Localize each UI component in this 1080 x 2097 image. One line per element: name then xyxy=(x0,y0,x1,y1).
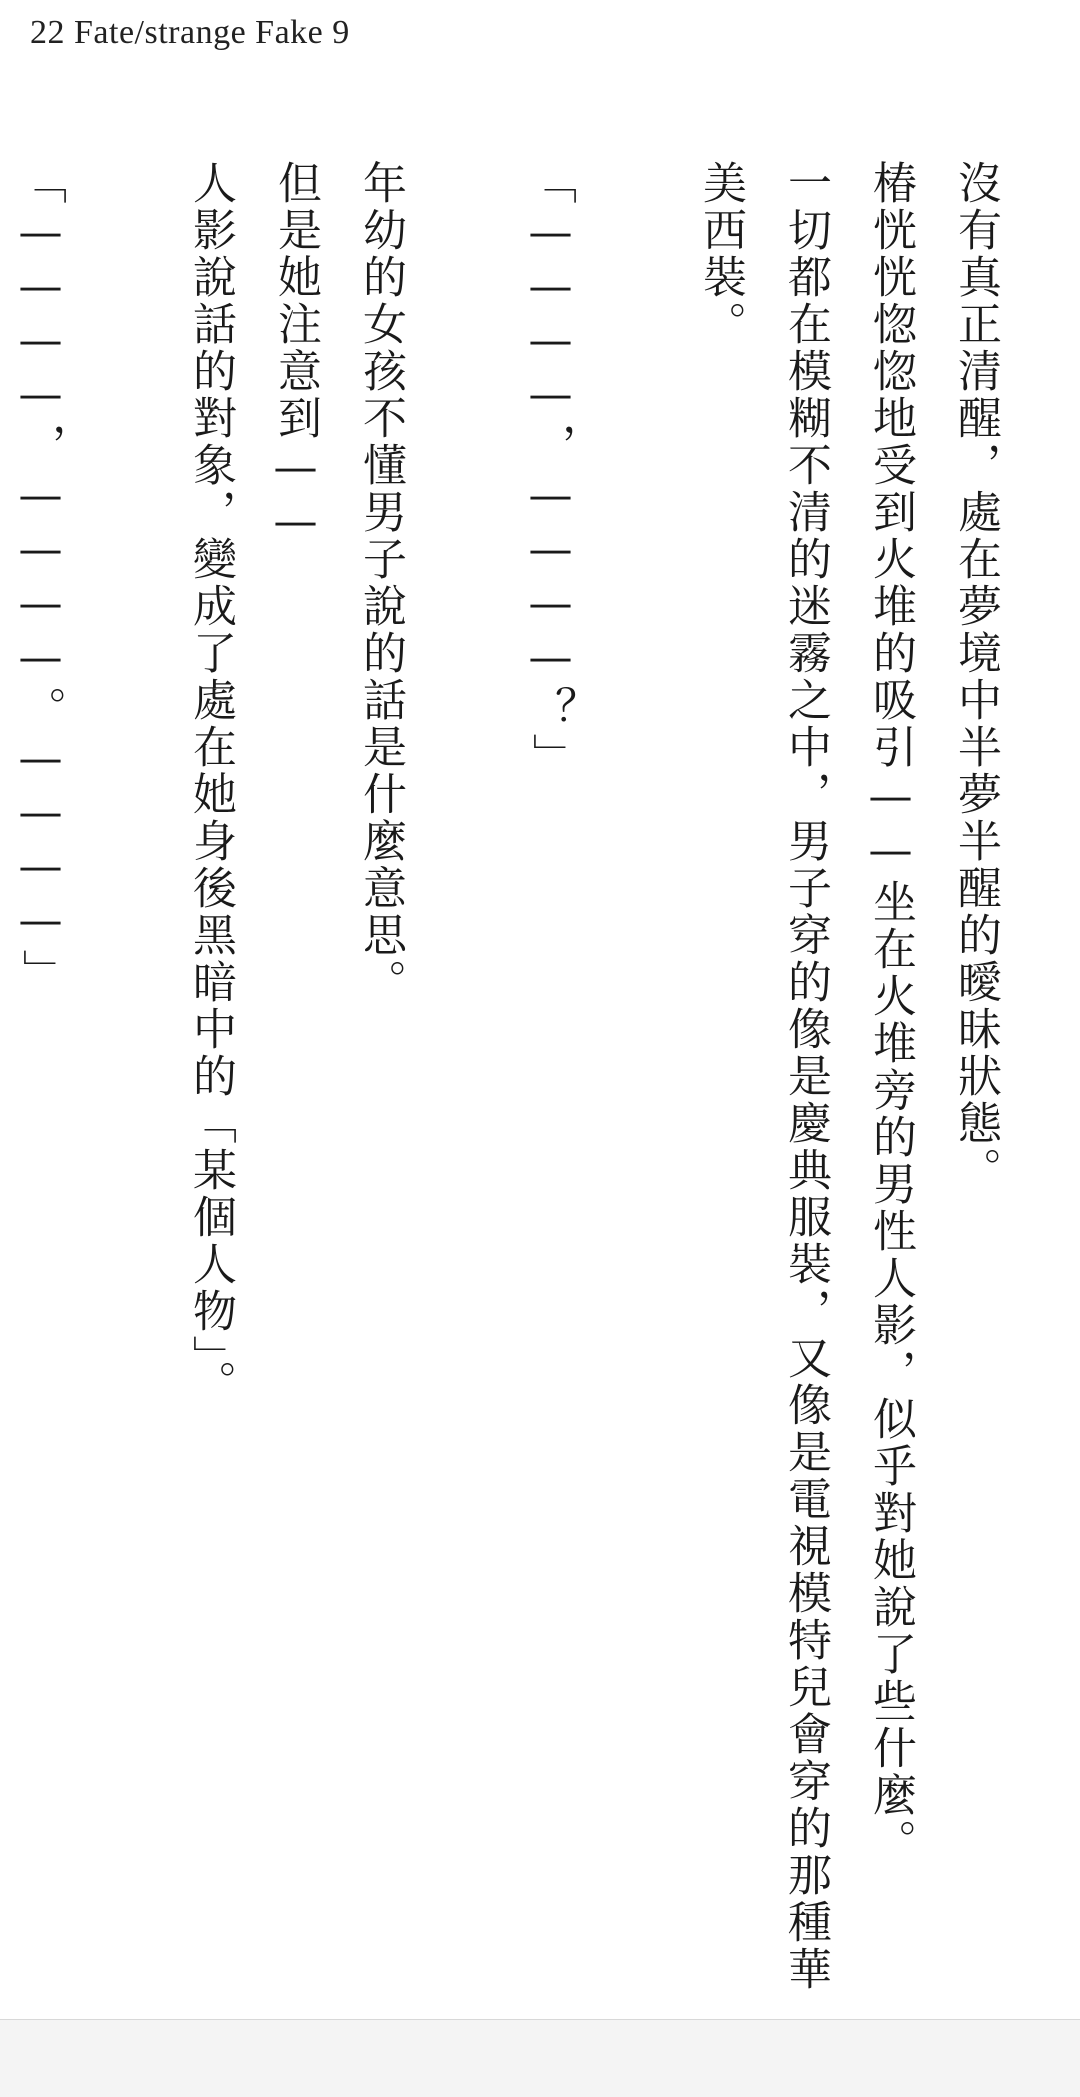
paragraph: 年幼的女孩不懂男子說的話是什麼意思。 xyxy=(355,160,406,1006)
paragraph: 椿恍恍惚惚地受到火堆的吸引——坐在火堆旁的男性人影，似乎對她說了些什麼。 xyxy=(865,160,916,1866)
vertical-text-body xyxy=(0,160,1018,2000)
dialogue-line: 「————，————？」 xyxy=(525,160,576,780)
reader-bottom-bar[interactable] xyxy=(0,2019,1080,2097)
book-running-header: 22 Fate/strange Fake 9 xyxy=(30,14,350,51)
blank-line xyxy=(423,160,508,2000)
paragraph: 一切都在模糊不清的迷霧之中，男子穿的像是慶典服裝，又像是電視模特兒會穿的那種華美西裝。 xyxy=(695,160,831,1993)
paragraph: 沒有真正清醒，處在夢境中半夢半醒的曖昧狀態。 xyxy=(950,160,1001,1194)
blank-line xyxy=(83,160,168,2000)
paragraph: 人影說話的對象，變成了處在她身後黑暗中的「某個人物」。 xyxy=(185,160,236,1407)
dialogue-line: 「————，————。————」 xyxy=(15,160,66,996)
blank-line xyxy=(593,160,678,2000)
paragraph: 但是她注意到—— xyxy=(270,160,321,550)
